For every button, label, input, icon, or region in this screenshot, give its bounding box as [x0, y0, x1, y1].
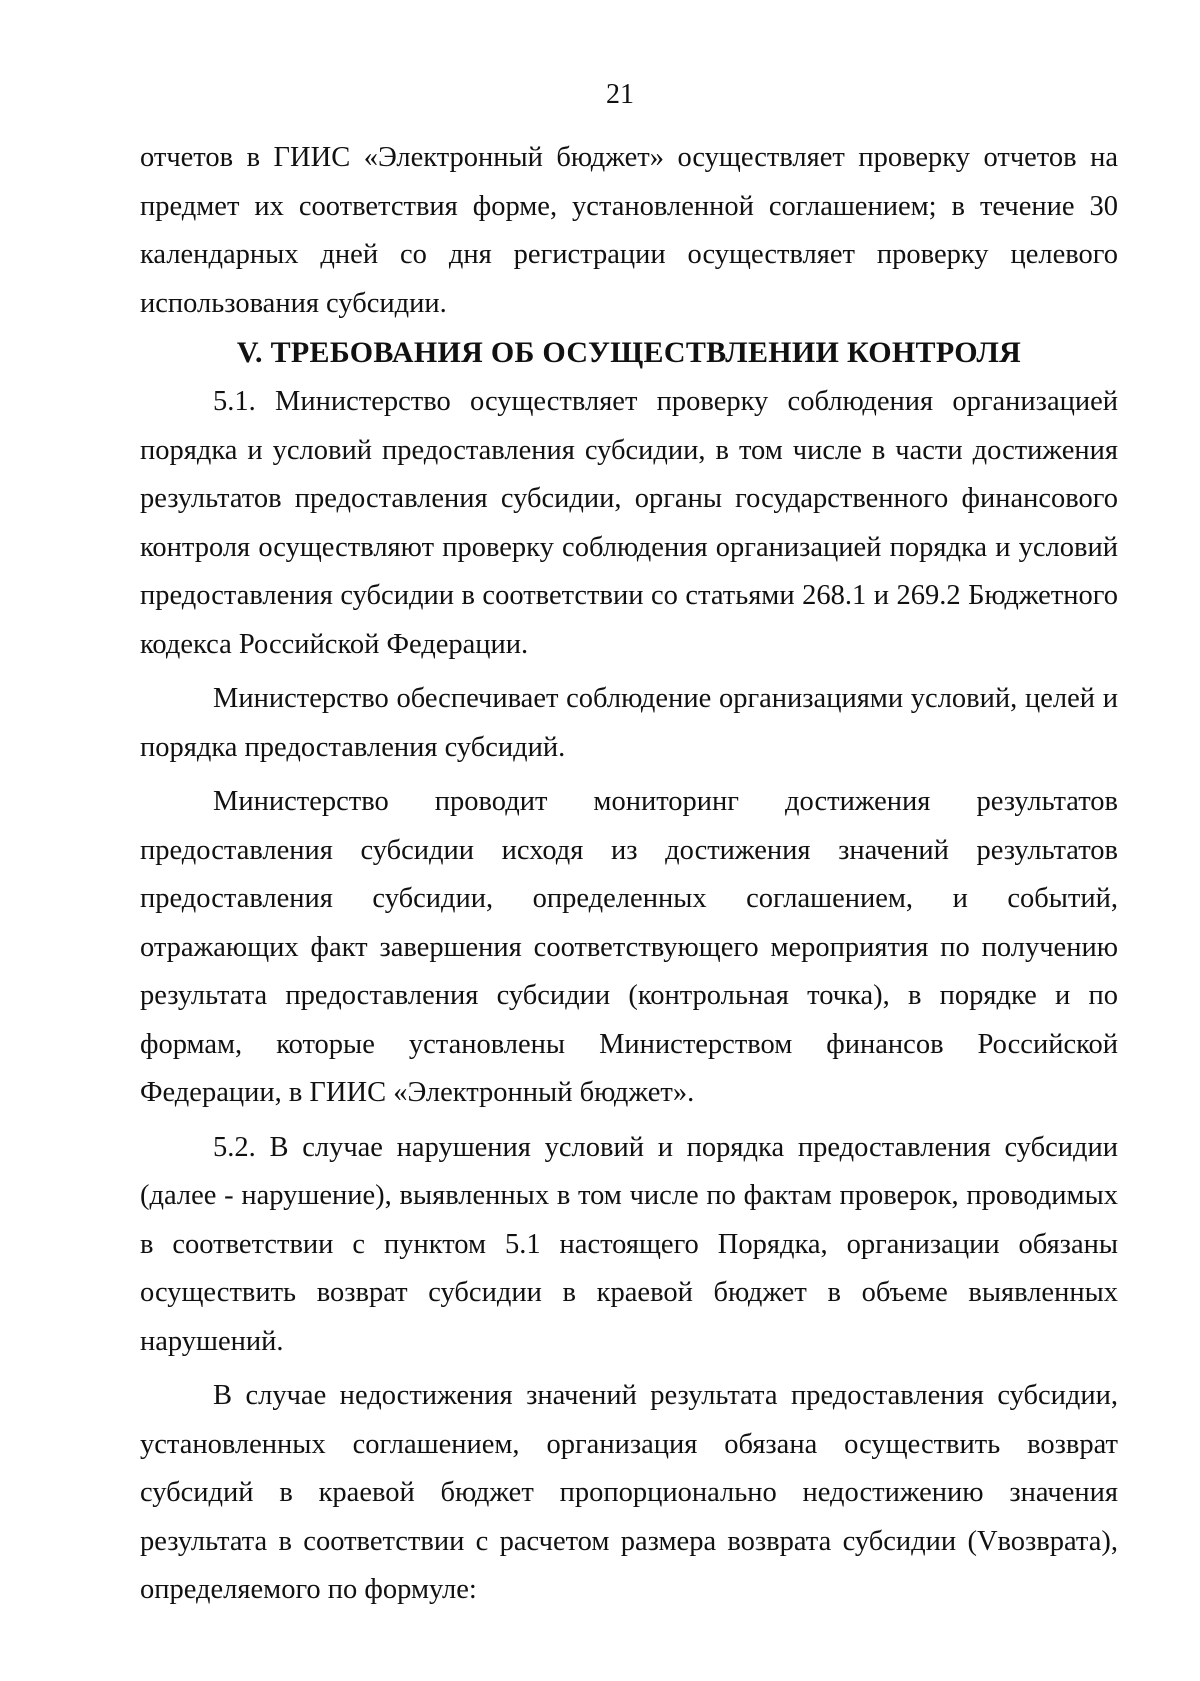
paragraph-5-1: 5.1. Министерство осуществляет проверку соблюдения организацией порядка и условий предоставления субсидии, в том числе в части достижения результатов предоставления субсидии, органы государственного финансового контроля осуществляют проверку соблюдения организацией порядка и условий предоставления субсидии в соответствии со статьями 268.1 и 269.2 Бюджетного кодекса Российской Федерации. — [140, 386, 1118, 660]
paragraph-continuation: отчетов в ГИИС «Электронный бюджет» осуществляет проверку отчетов на предмет их соответствия форме, установленной соглашением; в течение 30 календарных дней со дня регистрации осуществляет проверку целевого использования субсидии. — [140, 142, 1118, 319]
paragraph-ministry-monitoring: Министерство проводит мониторинг достижения результатов предоставления субсидии исходя из достижения значений результатов предоставления субсидии, определенных соглашением, и событий, отражающих факт завершения соответствующего мероприятия по получению результата предоставления субсидии (контрольная точка), в порядке и по формам, которые установлены Министерством финансов Российской Федерации, в ГИИС «Электронный бюджет». — [140, 786, 1118, 1108]
page-number: 21 — [606, 79, 634, 110]
document-body — [140, 134, 1118, 1615]
section-title: V. ТРЕБОВАНИЯ ОБ ОСУЩЕСТВЛЕНИИ КОНТРОЛЯ — [236, 336, 1022, 369]
paragraph-ministry-compliance: Министерство обеспечивает соблюдение организациями условий, целей и порядка предоставления субсидий. — [140, 683, 1118, 763]
paragraph-underachievement: В случае недостижения значений результата предоставления субсидии, установленных соглашением, организация обязана осуществить возврат субсидий в краевой бюджет пропорционально недостижению значения результата в соответствии с расчетом размера возврата субсидии (Vвозврата), определяемого по формуле: — [140, 1380, 1118, 1605]
paragraph-5-2: 5.2. В случае нарушения условий и порядка предоставления субсидии (далее - нарушение), выявленных в том числе по фактам проверок, проводимых в соответствии с пунктом 5.1 настоящего Порядка, организации обязаны осуществить возврат субсидии в краевой бюджет в объеме выявленных нарушений. — [140, 1131, 1118, 1357]
